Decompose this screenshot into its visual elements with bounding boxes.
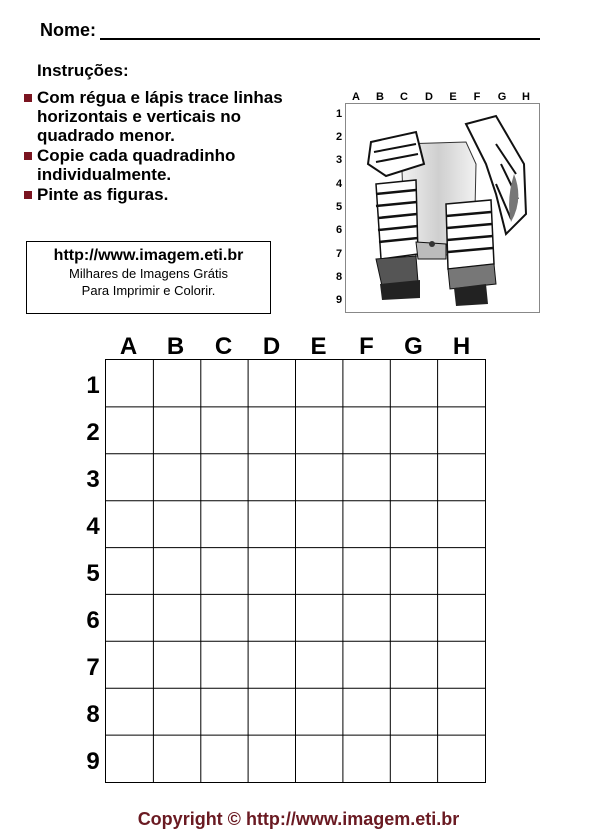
url-subtitle-1: Milhares de Imagens Grátis (69, 266, 228, 281)
grid-col-label: F (359, 333, 374, 360)
grid-row-label: 6 (86, 607, 100, 634)
grid-row-label: 1 (86, 372, 100, 399)
grid-col-label: A (119, 333, 138, 360)
grid-row-label: 8 (86, 701, 100, 728)
grid-row-label: 5 (86, 560, 100, 587)
ref-row-label: 8 (336, 271, 343, 283)
grid-row-label: 9 (86, 748, 100, 775)
reference-picture (345, 103, 540, 313)
instruction-item (24, 185, 324, 204)
grid-row-label: 4 (86, 513, 100, 540)
grid-col-label: E (310, 333, 327, 360)
instructions-list (24, 88, 324, 205)
grid-col-label: G (404, 333, 423, 360)
url-box (26, 241, 271, 314)
ref-col-label: A (352, 91, 360, 103)
bullet-square-icon (24, 152, 32, 160)
url-link[interactable]: http://www.imagem.eti.br (53, 247, 244, 264)
ref-row-label: 5 (336, 201, 343, 213)
instructions-title: Instruções: (37, 61, 129, 80)
bullet-square-icon (24, 191, 32, 199)
ref-row-label: 6 (336, 224, 343, 236)
ref-row-label: 2 (336, 131, 343, 143)
ref-row-label: 3 (336, 154, 343, 166)
ref-row-label: 4 (336, 178, 343, 190)
ref-row-label: 7 (336, 248, 343, 260)
ref-col-label: D (425, 91, 433, 103)
ref-col-label: C (400, 91, 408, 103)
instruction-text: Com régua e lápis trace linhas horizontais e verticais no quadrado menor. (37, 88, 283, 145)
url-subtitle-2: Para Imprimir e Colorir. (81, 283, 216, 298)
footer-copyright[interactable]: Copyright © http://www.imagem.eti.br (137, 809, 460, 829)
ref-col-label: B (376, 91, 384, 103)
grid-row-label: 7 (86, 654, 100, 681)
ref-col-label: H (522, 91, 530, 103)
ref-col-label: G (497, 91, 507, 103)
ref-col-label: E (449, 91, 457, 103)
grid-col-label: C (214, 333, 233, 360)
instruction-item (24, 88, 324, 145)
ref-row-label: 1 (336, 108, 343, 120)
grid-col-label: D (262, 333, 281, 360)
name-line[interactable] (100, 38, 540, 40)
drawing-grid-lines (106, 360, 485, 782)
grid-col-label: B (166, 333, 185, 360)
armor-figure-icon (346, 104, 540, 313)
bullet-square-icon (24, 94, 32, 102)
ref-col-label: F (473, 91, 481, 103)
grid-col-label: H (452, 333, 471, 360)
name-label: Nome: (40, 20, 97, 40)
grid-row-label: 3 (86, 466, 100, 493)
instruction-text: Copie cada quadradinho individualmente. (37, 146, 236, 184)
instruction-text: Pinte as figuras. (37, 185, 169, 204)
reference-grid (330, 88, 540, 316)
instruction-item (24, 146, 324, 184)
ref-row-label: 9 (336, 294, 343, 306)
drawing-grid[interactable] (105, 359, 486, 783)
grid-row-label: 2 (86, 419, 100, 446)
